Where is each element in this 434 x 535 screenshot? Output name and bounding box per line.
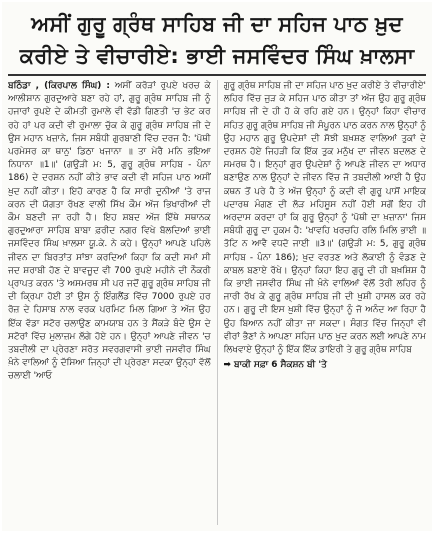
article-column-1 [8,80,211,525]
continuation-note: ➡ ਬਾਕੀ ਸਫ਼ਾ 6 ਸੈਕਸ਼ਨ ਬੀ 'ਤੇ [223,360,327,371]
dateline: ਬਠਿੰਡਾ , (ਕਿਰਪਾਲ ਸਿੰਘ) : [8,81,110,91]
headline-rule [8,74,426,76]
headline-line-1: ਅਸੀਂ ਗੁਰੂ ਗ੍ਰੰਥ ਸਾਹਿਬ ਜੀ ਦਾ ਸਹਿਜ ਪਾਠ ਖ਼ੁਦ [31,12,403,36]
article-column-2 [224,80,427,525]
headline-line-2: ਕਰੀਏ ਤੇ ਵੀਚਾਰੀਏ: ਭਾਈ ਜਸਵਿੰਦਰ ਸਿੰਘ ਖ਼ਾਲਸਾ [19,44,415,68]
article-text-col2: ਗੁਰੂ ਗ੍ਰੰਥ ਸਾਹਿਬ ਜੀ ਦਾ ਸਹਿਜ ਪਾਠ ਖ਼ੁਦ ਕਰੀਏ ਤੇ ਵੀਚਾਰੀਏ' ਲਹਿਰ ਵਿੱਚ ਜੁੜ ਕੇ ਸਹਿਜ ਪਾਠ ਕੀਤਾ ਤਾਂ ਅੱਜ ਉਹ ਗੁਰੂ ਗ੍ਰੰਥ ਸਾਹਿਬ ਜੀ ਦੇ ਹੀ ਹੋ ਕੇ ਰਹਿ ਗਏ ਹਨ। ਉਨ੍ਹਾਂ ਕਿਹਾ ਵੀਚਾਰ ਸਹਿਤ ਗੁਰੂ ਗ੍ਰੰਥ ਸਾਹਿਬ ਜੀ ਸੰਪੂਰਨ ਪਾਠ ਕਰਨ ਨਾਲ ਉਨ੍ਹਾਂ ਨੂੰ ਉਹ ਮਹਾਨ ਗੁਰੂ ਉਪਦੇਸ਼ਾਂ ਦੀ ਸੋਝੀ ਬਖ਼ਸ਼ਣ ਵਾਲਿਆਂ ਤੁਕਾਂ ਦੇ ਦਰਸ਼ਨ ਹੋਏ ਜਿਹੜੀ ਕਿ ਇੱਕ ਤੁਕ ਮਨੁੱਖ ਦਾ ਜੀਵਨ ਬਦਲਣ ਦੇ ਸਮਰਥ ਹੈ। ਇਨ੍ਹਾਂ ਗੁਰ ਉਪਦੇਸ਼ਾਂ ਨੂੰ ਆਪਣੇ ਜੀਵਨ ਦਾ ਅਧਾਰ ਬਣਾਉਣ ਨਾਲ ਉਨ੍ਹਾਂ ਦੇ ਜੀਵਨ ਵਿੱਚ ਜੋ ਤਬਦੀਲੀ ਆਈ ਹੈ ਉਹ ਕਥਨ ਤੋਂ ਪਰੇ ਹੈ ਤੇ ਅੱਜ ਉਨ੍ਹਾਂ ਨੂੰ ਕਦੀ ਵੀ ਗੁਰੂ ਪਾਸੋਂ ਮਾਇਕ ਪਦਾਰਥ ਮੰਗਣ ਦੀ ਲੋੜ ਮਹਿਸੂਸ ਨਹੀਂ ਹੋਈ ਸਗੋਂ ਇਹ ਹੀ ਅਰਦਾਸ ਕਰਦਾ ਹਾਂ ਕਿ ਗੁਰੂ ਉਨ੍ਹਾਂ ਨੂੰ 'ਪੋਥੀ ਦਾ ਖ਼ਜ਼ਾਨਾ' ਜਿਸ ਸਬੰਧੀ ਗੁਰੂ ਦਾ ਹੁਕਮ ਹੈ: 'ਖਾਵਹਿ ਖਰਚਹਿ ਰਲਿ ਮਿਲਿ ਭਾਈ ॥ ਤੋਟਿ ਨ ਆਵੈ ਵਧਦੋ ਜਾਈ ॥3॥' (ਗਉੜੀ ਮ: 5, ਗੁਰੂ ਗ੍ਰੰਥ ਸਾਹਿਬ - ਪੰਨਾ 186); ਖ਼ੁਦ ਵਰਤਣ ਅਤੇ ਲੋਕਾਈ ਨੂੰ ਵੰਡਣ ਦੇ ਕਾਬਲ ਬਣਾਏ ਰੱਖੇ। ਉਨ੍ਹਾਂ ਕਿਹਾ ਇਹ ਗੁਰੂ ਦੀ ਹੀ ਬਖ਼ਸ਼ਿਸ਼ ਹੈ ਕਿ ਭਾਈ ਜਸਵੀਰ ਸਿੰਘ ਜੀ ਖ਼ੰਨੇ ਵਾਲਿਆਂ ਵੱਲੋਂ ਤੋਰੀ ਲਹਿਰ ਨੂੰ ਜਾਰੀ ਰੱਖ ਕੇ ਗੁਰੂ ਗ੍ਰੰਥ ਸਾਹਿਬ ਜੀ ਦੀ ਖ਼ੁਸ਼ੀ ਹਾਸਲ ਕਰ ਰਹੇ ਹਨ। ਗੁਰੂ ਦੀ ਇਸ ਖ਼ੁਸ਼ੀ ਵਿੱਚ ਉਨ੍ਹਾਂ ਨੂੰ ਜੋ ਅਨੰਦ ਆ ਰਿਹਾ ਹੈ ਉਹ ਬਿਆਨ ਨਹੀਂ ਕੀਤਾ ਜਾ ਸਕਦਾ। ਸੰਗਤ ਵਿੱਚ ਜਿਨ੍ਹਾਂ ਵੀ ਵੀਰਾਂ ਭੈਣਾਂ ਨੇ ਆਪਣਾ ਸਹਿਜ ਪਾਠ ਖ਼ੁਦ ਕਰਨ ਲਈ ਆਪਣੇ ਨਾਮ ਲਿਖਵਾਏ ਉਨ੍ਹਾਂ ਨੂੰ ਇੱਕ ਇੱਕ ਡਾਇਰੀ ਤੇ ਗੁਰੂ ਗ੍ਰੰਥ ਸਾਹਿਬ [223,81,426,356]
headline [2,2,432,72]
newspaper-clipping [2,2,432,531]
column-divider [217,80,218,525]
article-paragraph-1 [8,80,211,384]
article-text-col1: ਅਸੀਂ ਕਰੋੜਾਂ ਰੁਪਏ ਖਰਚ ਕੇ ਆਲੀਸ਼ਾਨ ਗੁਰਦੁਆਰੇ ਬਣਾ ਰਹੇ ਹਾਂ, ਗੁਰੂ ਗ੍ਰੰਥ ਸਾਹਿਬ ਜੀ ਨੂੰ ਹਜਾਰਾਂ ਰੁਪਏ ਦੇ ਕੀਮਤੀ ਰੁਮਾਲੇ ਵੀ ਵੱਡੀ ਗਿਣਤੀ 'ਚ ਭੇਟ ਕਰ ਰਹੇ ਹਾਂ ਪਰ ਕਦੀ ਵੀ ਰੁਮਾਲਾ ਚੁੱਕ ਕੇ ਗੁਰੂ ਗ੍ਰੰਥ ਸਾਹਿਬ ਜੀ ਦੇ ਉਸ ਮਹਾਨ ਖਜ਼ਾਨੇ, ਜਿਸ ਸਬੰਧੀ ਗੁਰਬਾਣੀ ਵਿੱਚ ਦਰਜ ਹੈ: 'ਪੋਥੀ ਪਰਮੇਸਰ ਕਾ ਥਾਨੁ' ਡਿਠਾ ਖਜਾਨਾ ॥ ਤਾ ਮੇਰੈ ਮਨਿ ਭਇਆ ਨਿਧਾਨਾ ॥1॥' (ਗਉੜੀ ਮ: 5, ਗੁਰੂ ਗ੍ਰੰਥ ਸਾਹਿਬ - ਪੰਨਾ 186) ਦੇ ਦਰਸ਼ਨ ਨਹੀਂ ਕੀਤੇ ਭਾਵ ਕਦੀ ਵੀ ਸਹਿਜ ਪਾਠ ਅਸੀਂ ਖ਼ੁਦ ਨਹੀਂ ਕੀਤਾ। ਇਹੋ ਕਾਰਣ ਹੈ ਕਿ ਸਾਰੀ ਦੁਨੀਆਂ 'ਤੇ ਰਾਜ ਕਰਨ ਦੀ ਯੋਗਤਾ ਰੱਖਣ ਵਾਲੀ ਸਿੱਖ ਕੌਮ ਅੱਜ ਭਿਖਾਰੀਆਂ ਦੀ ਕੌਮ ਬਣਦੀ ਜਾ ਰਹੀ ਹੈ। ਇਹ ਸ਼ਬਦ ਅੱਜ ਇੱਥੇ ਸਥਾਨਕ ਗੁਰਦੁਆਰਾ ਸਾਹਿਬ ਬਾਬਾ ਫ਼ਰੀਦ ਨਗਰ ਵਿਖੇ ਬੋਲਦਿਆਂ ਭਾਈ ਜਸਵਿੰਦਰ ਸਿੰਘ ਖ਼ਾਲਸਾ ਯੂ.ਕੇ. ਨੇ ਕਹੇ। ਉਨ੍ਹਾਂ ਆਪਣੇ ਪਹਿਲੇ ਜੀਵਨ ਦਾ ਬਿਰਤਾਂਤ ਸਾਂਝਾ ਕਰਦਿਆਂ ਕਿਹਾ ਕਿ ਕਦੀ ਸਮਾਂ ਸੀ ਜਦ ਸ਼ਰਾਬੀ ਹੋਣ ਦੇ ਬਾਵਜੂਦ ਵੀ 700 ਰੁਪਏ ਮਹੀਨੇ ਦੀ ਨੌਕਰੀ ਪ੍ਰਾਪਤ ਕਰਨ 'ਤੇ ਅਸਮਰਥ ਸੀ ਪਰ ਜਦੋਂ ਗੁਰੂ ਗ੍ਰੰਥ ਸਾਹਿਬ ਜੀ ਦੀ ਕ੍ਰਿਪਾ ਹੋਈ ਤਾਂ ਉਸ ਨੂੰ ਇੰਗਲੈਂਡ ਵਿੱਚ 7000 ਰੁਪਏ ਹਰ ਰੋਜ਼ ਦੇ ਹਿਸਾਬ ਨਾਲ ਵਰਕ ਪਰਮਿਟ ਮਿਲ ਗਿਆ ਤੇ ਅੱਜ ਉਹ ਇੱਕ ਵੱਡਾ ਸਟੋਰ ਚਲਾਉਣ ਕਾਮਯਾਬ ਹਨ ਤੇ ਸੈਂਕੜੇ ਬੰਦੇ ਉਸ ਦੇ ਸਟੋਰਾਂ ਵਿੱਚ ਮੁਲਾਜ਼ਮ ਲੱਗੇ ਹੋਏ ਹਨ। ਉਨ੍ਹਾਂ ਆਪਣੇ ਜੀਵਨ 'ਚ ਤਬਦੀਲੀ ਦਾ ਪ੍ਰੇਰਣਾ ਸਰੋਤ ਸਵਰਗਵਾਸੀ ਭਾਈ ਜਸਵੀਰ ਸਿੰਘ ਖ਼ੰਨੇ ਵਾਲਿਆਂ ਨੂੰ ਦੱਸਿਆ ਜਿਨ੍ਹਾਂ ਦੀ ਪ੍ਰੇਰਣਾ ਸਦਕਾ ਉਨ੍ਹਾਂ ਵੱਲੋਂ ਚਲਾਈ 'ਆਓ [8,81,211,382]
article-body [2,80,432,525]
